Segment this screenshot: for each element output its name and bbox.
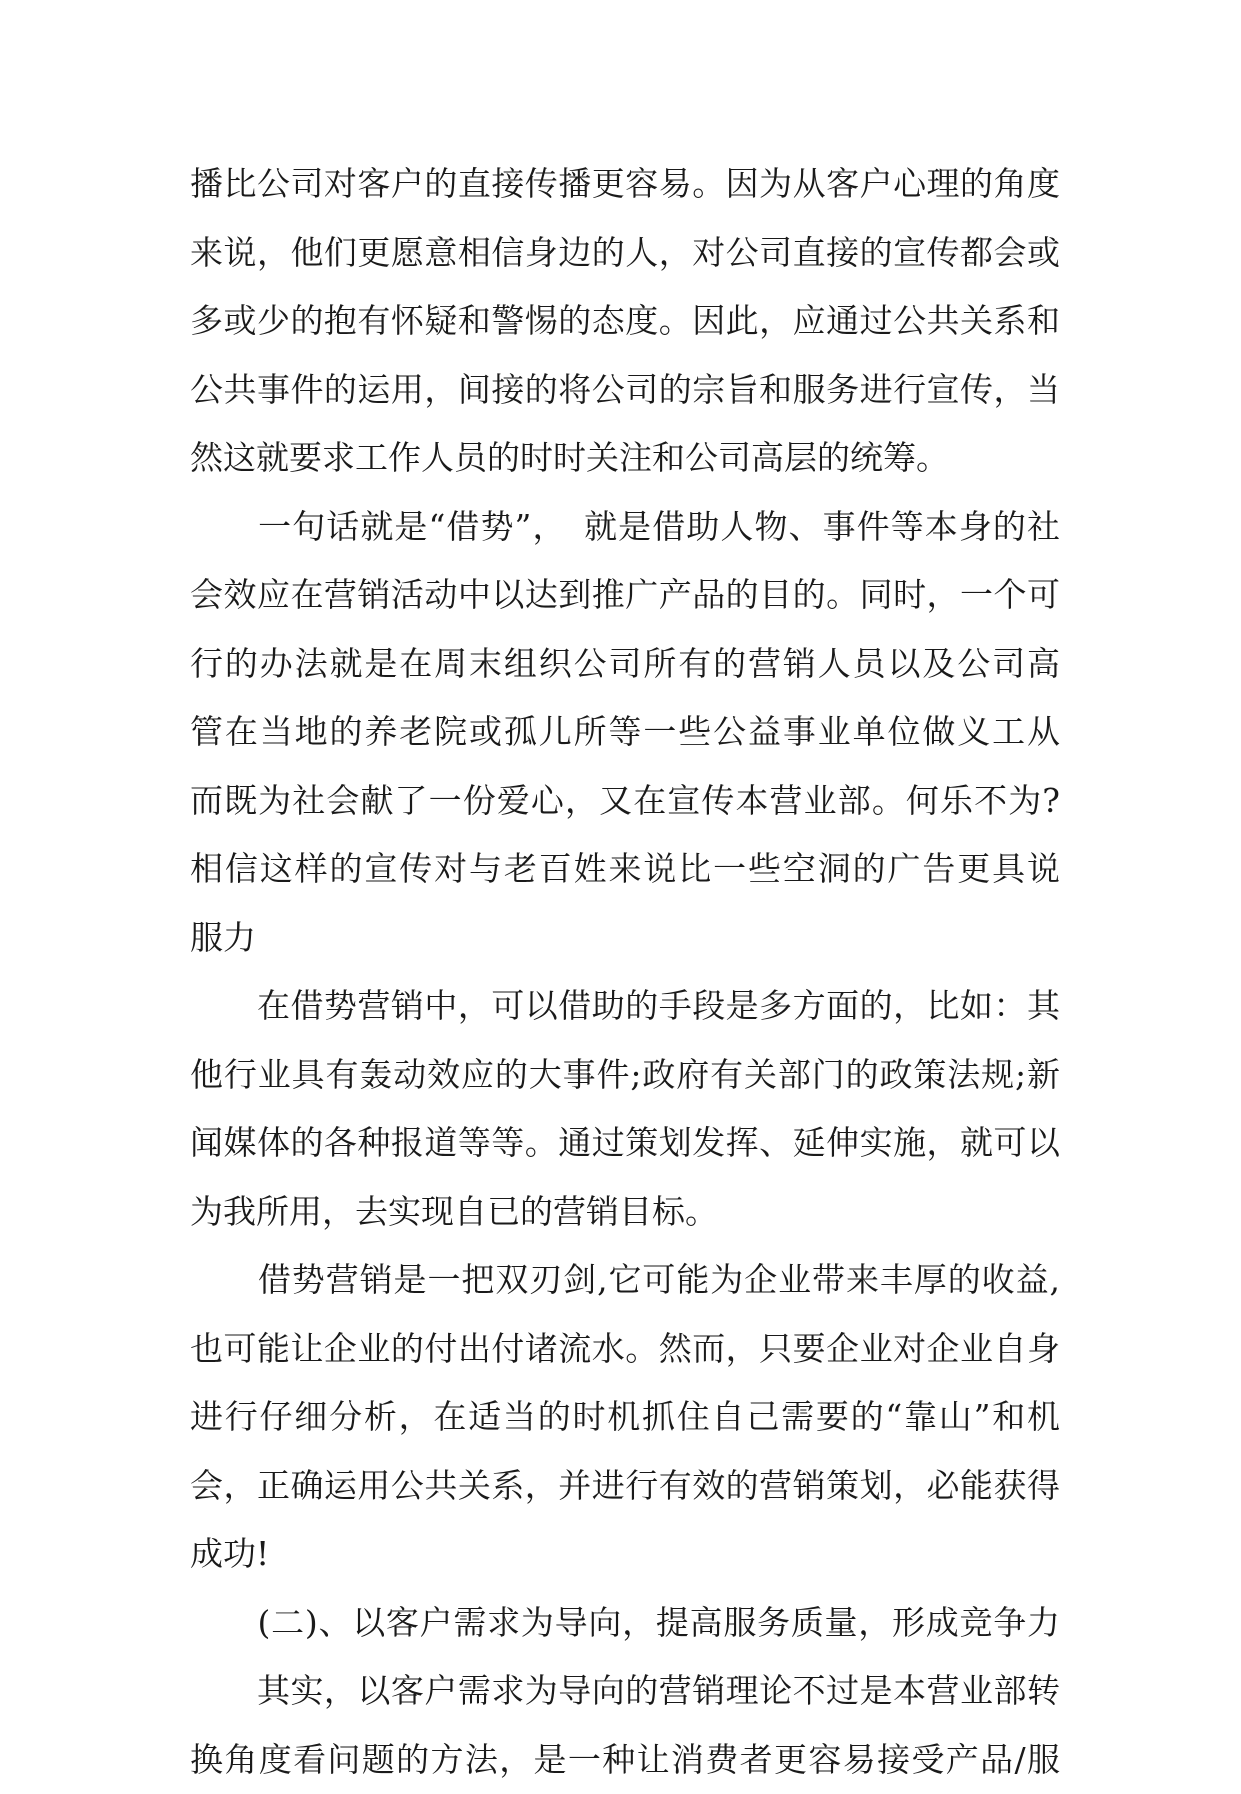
text-line: 行的办法就是在周末组织公司所有的营销人员以及公司高 bbox=[190, 630, 1060, 699]
document-body bbox=[190, 150, 1060, 1794]
text-line: 服力 bbox=[190, 904, 1060, 973]
text-line: 借势营销是一把双刃剑,它可能为企业带来丰厚的收益, bbox=[190, 1246, 1060, 1315]
text-line: 在借势营销中，可以借助的手段是多方面的，比如：其 bbox=[190, 972, 1060, 1041]
text-line: 公共事件的运用，间接的将公司的宗旨和服务进行宣传，当 bbox=[190, 356, 1060, 425]
text-line: 管在当地的养老院或孤儿所等一些公益事业单位做义工从 bbox=[190, 698, 1060, 767]
text-line: 而既为社会献了一份爱心，又在宣传本营业部。何乐不为? bbox=[190, 767, 1060, 836]
text-line: 其实，以客户需求为导向的营销理论不过是本营业部转 bbox=[190, 1657, 1060, 1726]
text-line: 为我所用，去实现自已的营销目标。 bbox=[190, 1178, 1060, 1247]
text-line: 成功! bbox=[190, 1520, 1060, 1589]
text-line: 来说，他们更愿意相信身边的人，对公司直接的宣传都会或 bbox=[190, 219, 1060, 288]
text-line: 一句话就是“借势”， 就是借助人物、事件等本身的社 bbox=[190, 493, 1060, 562]
text-line: 相信这样的宣传对与老百姓来说比一些空洞的广告更具说 bbox=[190, 835, 1060, 904]
text-line: 会效应在营销活动中以达到推广产品的目的。同时，一个可 bbox=[190, 561, 1060, 630]
text-line: 进行仔细分析，在适当的时机抓住自己需要的“靠山”和机 bbox=[190, 1383, 1060, 1452]
text-line: 闻媒体的各种报道等等。通过策划发挥、延伸实施，就可以 bbox=[190, 1109, 1060, 1178]
text-line: (二)、以客户需求为导向，提高服务质量，形成竞争力 bbox=[190, 1589, 1060, 1658]
text-line: 也可能让企业的付出付诸流水。然而，只要企业对企业自身 bbox=[190, 1315, 1060, 1384]
text-line: 然这就要求工作人员的时时关注和公司高层的统筹。 bbox=[190, 424, 1060, 493]
text-line: 他行业具有轰动效应的大事件;政府有关部门的政策法规;新 bbox=[190, 1041, 1060, 1110]
text-line: 多或少的抱有怀疑和警惕的态度。因此，应通过公共关系和 bbox=[190, 287, 1060, 356]
text-line: 换角度看问题的方法，是一种让消费者更容易接受产品/服 bbox=[190, 1726, 1060, 1794]
text-line: 会，正确运用公共关系，并进行有效的营销策划，必能获得 bbox=[190, 1452, 1060, 1521]
text-line: 播比公司对客户的直接传播更容易。因为从客户心理的角度 bbox=[190, 150, 1060, 219]
